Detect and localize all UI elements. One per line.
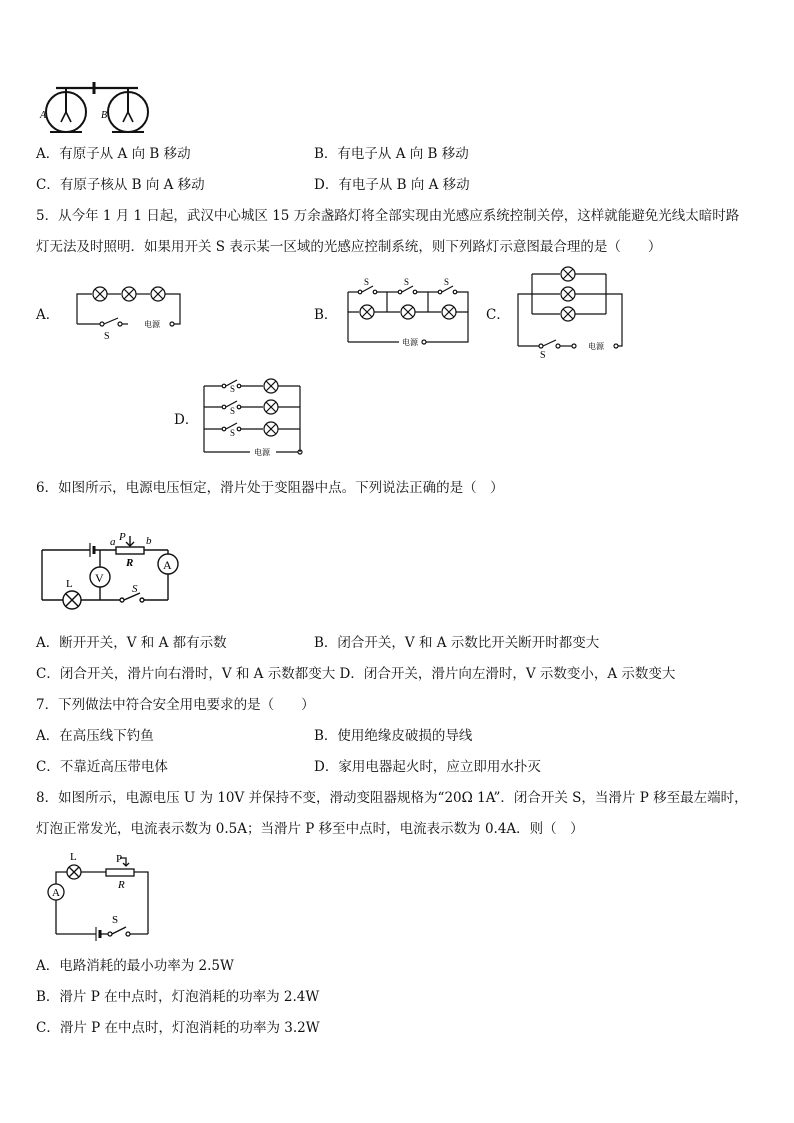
q5-circuit-a bbox=[74, 284, 186, 342]
q6-label-r: R bbox=[126, 557, 134, 569]
q4-option-d: D．有电子从 B 向 A 移动 bbox=[314, 177, 470, 193]
switch-label: S bbox=[230, 428, 236, 438]
q8-option-c: C．滑片 P 在中点时，灯泡消耗的功率为 3.2W bbox=[36, 1020, 320, 1036]
q8-circuit bbox=[40, 848, 160, 942]
q5-circuit-c bbox=[514, 264, 628, 360]
q5-circuit-d bbox=[200, 378, 306, 460]
q4-option-c: C．有原子核从 B 向 A 移动 bbox=[36, 177, 205, 193]
q7-stem: 7．下列做法中符合安全用电要求的是（ ） bbox=[36, 697, 315, 713]
rheostat-label: R bbox=[118, 879, 125, 891]
ammeter-label: A bbox=[52, 887, 60, 899]
source-label: 电源 bbox=[144, 320, 160, 329]
switch-label: S bbox=[364, 277, 370, 287]
label-b: B bbox=[101, 110, 108, 121]
q7-option-b: B．使用绝缘皮破损的导线 bbox=[314, 728, 473, 744]
source-label: 电源 bbox=[588, 342, 604, 351]
q6-option-cd: C．闭合开关，滑片向右滑时，V 和 A 示数都变大 D．闭合开关，滑片向左滑时，V 示数变小，A 示数变大 bbox=[36, 666, 676, 682]
q5-stem-line2: 灯无法及时照明．如果用开关 S 表示某一区域的光感应控制系统，则下列路灯示意图最合理的是（ ） bbox=[36, 239, 662, 255]
q5-option-c-label: C． bbox=[486, 307, 510, 323]
q5-option-a-label: A． bbox=[36, 307, 60, 323]
q8-option-a: A．电路消耗的最小功率为 2.5W bbox=[36, 958, 234, 974]
switch-label: S bbox=[540, 350, 546, 360]
q8-stem-line1: 8．如图所示，电源电压 U 为 10V 并保持不变，滑动变阻器规格为“20Ω 1A”．闭合开关 S，当滑片 P 移至最左端时， bbox=[36, 790, 748, 806]
label-a: A bbox=[40, 110, 47, 121]
switch-label: S bbox=[230, 384, 236, 394]
electroscope-figure bbox=[34, 76, 164, 138]
q8-option-b: B．滑片 P 在中点时，灯泡消耗的功率为 2.4W bbox=[36, 989, 320, 1005]
q5-option-b-label: B． bbox=[314, 307, 338, 323]
switch-label: S bbox=[404, 277, 410, 287]
switch-label: S bbox=[444, 277, 450, 287]
q6-label-a: a bbox=[110, 536, 116, 548]
q6-stem: 6．如图所示，电源电压恒定，滑片处于变阻器中点。下列说法正确的是（ ） bbox=[36, 480, 504, 496]
q4-option-a: A．有原子从 A 向 B 移动 bbox=[36, 146, 191, 162]
q5-circuit-b bbox=[344, 276, 472, 350]
switch-label: S bbox=[132, 583, 138, 595]
q7-option-a: A．在高压线下钓鱼 bbox=[36, 728, 154, 744]
slider-label: P bbox=[116, 853, 123, 865]
switch-label: S bbox=[104, 331, 110, 342]
q6-option-b: B．闭合开关，V 和 A 示数比开关断开时都变大 bbox=[314, 635, 600, 651]
voltmeter-label: V bbox=[95, 571, 104, 585]
lamp-label: L bbox=[66, 578, 73, 590]
q6-circuit bbox=[36, 530, 184, 610]
q6-label-b: b bbox=[146, 535, 152, 547]
q4-option-b: B．有电子从 A 向 B 移动 bbox=[314, 146, 469, 162]
ammeter-label: A bbox=[163, 558, 172, 572]
q7-option-d: D．家用电器起火时，应立即用水扑灭 bbox=[314, 759, 541, 775]
q5-option-d-label: D． bbox=[174, 412, 199, 428]
switch-label: S bbox=[230, 406, 236, 416]
source-label: 电源 bbox=[402, 338, 418, 347]
source-label: 电源 bbox=[254, 448, 270, 457]
q8-stem-line2: 灯泡正常发光，电流表示数为 0.5A；当滑片 P 移至中点时，电流表示数为 0.4A．则（ ） bbox=[36, 821, 584, 837]
q5-stem-line1: 5．从今年 1 月 1 日起，武汉中心城区 15 万余盏路灯将全部实现由光感应系统控制关停，这样就能避免光线太暗时路 bbox=[36, 208, 740, 224]
lamp-label: L bbox=[70, 851, 77, 863]
q6-option-a: A．断开开关，V 和 A 都有示数 bbox=[36, 635, 227, 651]
q7-option-c: C．不靠近高压带电体 bbox=[36, 759, 168, 775]
switch-label: S bbox=[112, 914, 119, 926]
q6-label-p: P bbox=[119, 531, 126, 543]
